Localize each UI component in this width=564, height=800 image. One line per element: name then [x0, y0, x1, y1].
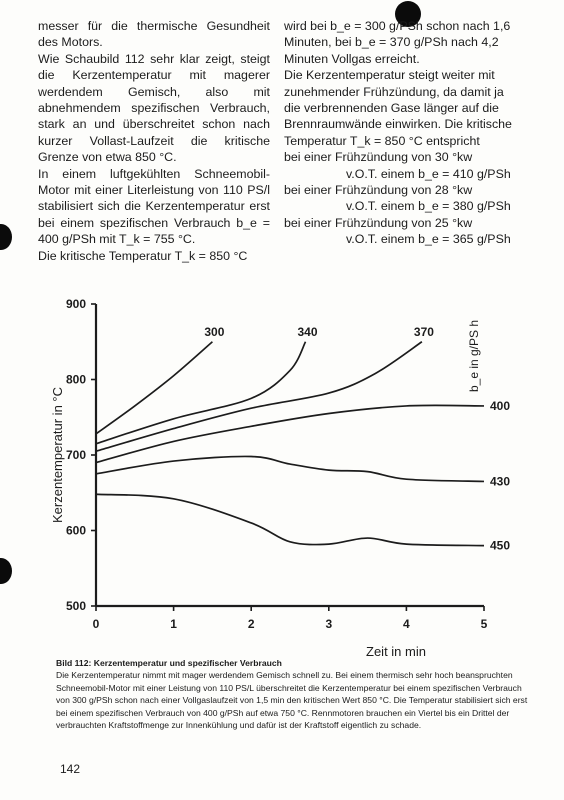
series-label: 450	[490, 538, 511, 553]
x-tick-label: 4	[403, 617, 410, 631]
page-number: 142	[60, 762, 81, 776]
x-tick-label: 5	[480, 617, 488, 631]
series-line-340	[96, 342, 306, 444]
series-label: 370	[413, 324, 434, 339]
temperature-chart	[0, 290, 564, 659]
series-line-370	[96, 342, 422, 451]
paragraph: wird bei b_e = 300 g/PSh schon nach 1,6 Minuten, bei b_e = 370 g/PSh nach 4,2 Minuten Vollgas erreicht.	[284, 19, 511, 66]
y-tick-label: 800	[65, 372, 86, 387]
list-item-line: bei einer Frühzündung von 25 °kw	[284, 215, 473, 230]
text-column-left	[38, 18, 270, 264]
paragraph: Die kritische Temperatur T_k = 850 °C	[38, 248, 248, 263]
series-label: 430	[490, 474, 511, 489]
series-line-430	[96, 456, 484, 481]
y-tick-label: 500	[65, 599, 86, 613]
list-item-line: v.O.T. einem b_e = 380 g/PSh	[346, 199, 511, 214]
x-tick-label: 0	[92, 617, 100, 631]
series-line-450	[96, 494, 484, 545]
y-tick-label: 700	[65, 448, 86, 462]
paragraph: Wie Schaubild 112 sehr klar zeigt, steigt die Kerzentemperatur mit magerer werdendem Gemisch, also mit abnehmendem spezifischen Verbrauch, stark an und überschreitet schon nach kurzer Vollast-Laufzeit die kritische Grenze von etwa 850 °C.	[38, 51, 270, 165]
series-label: 300	[204, 324, 225, 339]
x-tick-label: 3	[325, 617, 333, 631]
figure-caption	[56, 657, 530, 731]
series-line-300	[96, 342, 212, 434]
series-label: 400	[490, 398, 511, 413]
series-axis-label: b_e in g/PS h	[467, 319, 481, 393]
list-item-line: v.O.T. einem b_e = 365 g/PSh	[346, 232, 511, 247]
punch-hole-left-upper	[0, 224, 12, 250]
y-tick-label: 900	[65, 297, 86, 311]
caption-title: Bild 112: Kerzentemperatur und spezifischer Verbrauch	[56, 658, 282, 668]
list-item-line: v.O.T. einem b_e = 410 g/PSh	[346, 166, 511, 181]
caption-text: Die Kerzentemperatur nimmt mit mager werdendem Gemisch schnell zu. Bei einem thermisch sehr hoch beanspruchten Schneemobil-Motor mit einer Leistung von 110 PS/L überschreitet die Kerzentemperatur bei einem spezifischen Verbrauch von 300 g/PSh schon nach einer Vollgaslaufzeit von 1,5 min den kritischen Wert 850 °C. Die Temperatur stabilisiert sich erst bei einem spezifischen Verbrauch von 400 g/PSh auf etwa 750 °C. Rennmotoren brauchen ein Viertel bis ein Drittel der verbrauchten Kraftstoffmenge zur Innenkühlung und dafür ist der Kraftstoff eigentlich zu schade.	[56, 670, 528, 731]
series-label: 340	[297, 324, 318, 339]
y-axis-label: Kerzentemperatur in °C	[50, 387, 65, 523]
text-column-right	[284, 18, 522, 248]
list-item-line: bei einer Frühzündung von 28 °kw	[284, 183, 473, 198]
paragraph: messer für die thermische Gesundheit des Motors.	[38, 19, 270, 50]
list-item-line: bei einer Frühzündung von 30 °kw	[284, 150, 473, 165]
paragraph: Die Kerzentemperatur steigt weiter mit zunehmender Frühzündung, da damit ja die verbrennenden Gase länger auf die Brennraumwände einwirken. Die kritische Temperatur T_k = 850 °C entspricht	[284, 68, 512, 148]
x-axis-label: Zeit in min	[366, 644, 426, 659]
y-tick-label: 600	[65, 523, 86, 538]
paragraph: In einem luftgekühlten Schneemobil-Motor mit einer Literleistung von 110 PS/l stabilisiert sich die Kerzentemperatur erst bei einem spezifischen Verbrauch b_e = 400 g/PSh mit T_k = 755 °C.	[38, 166, 270, 247]
x-tick-label: 1	[170, 617, 177, 631]
x-tick-label: 2	[247, 617, 255, 631]
